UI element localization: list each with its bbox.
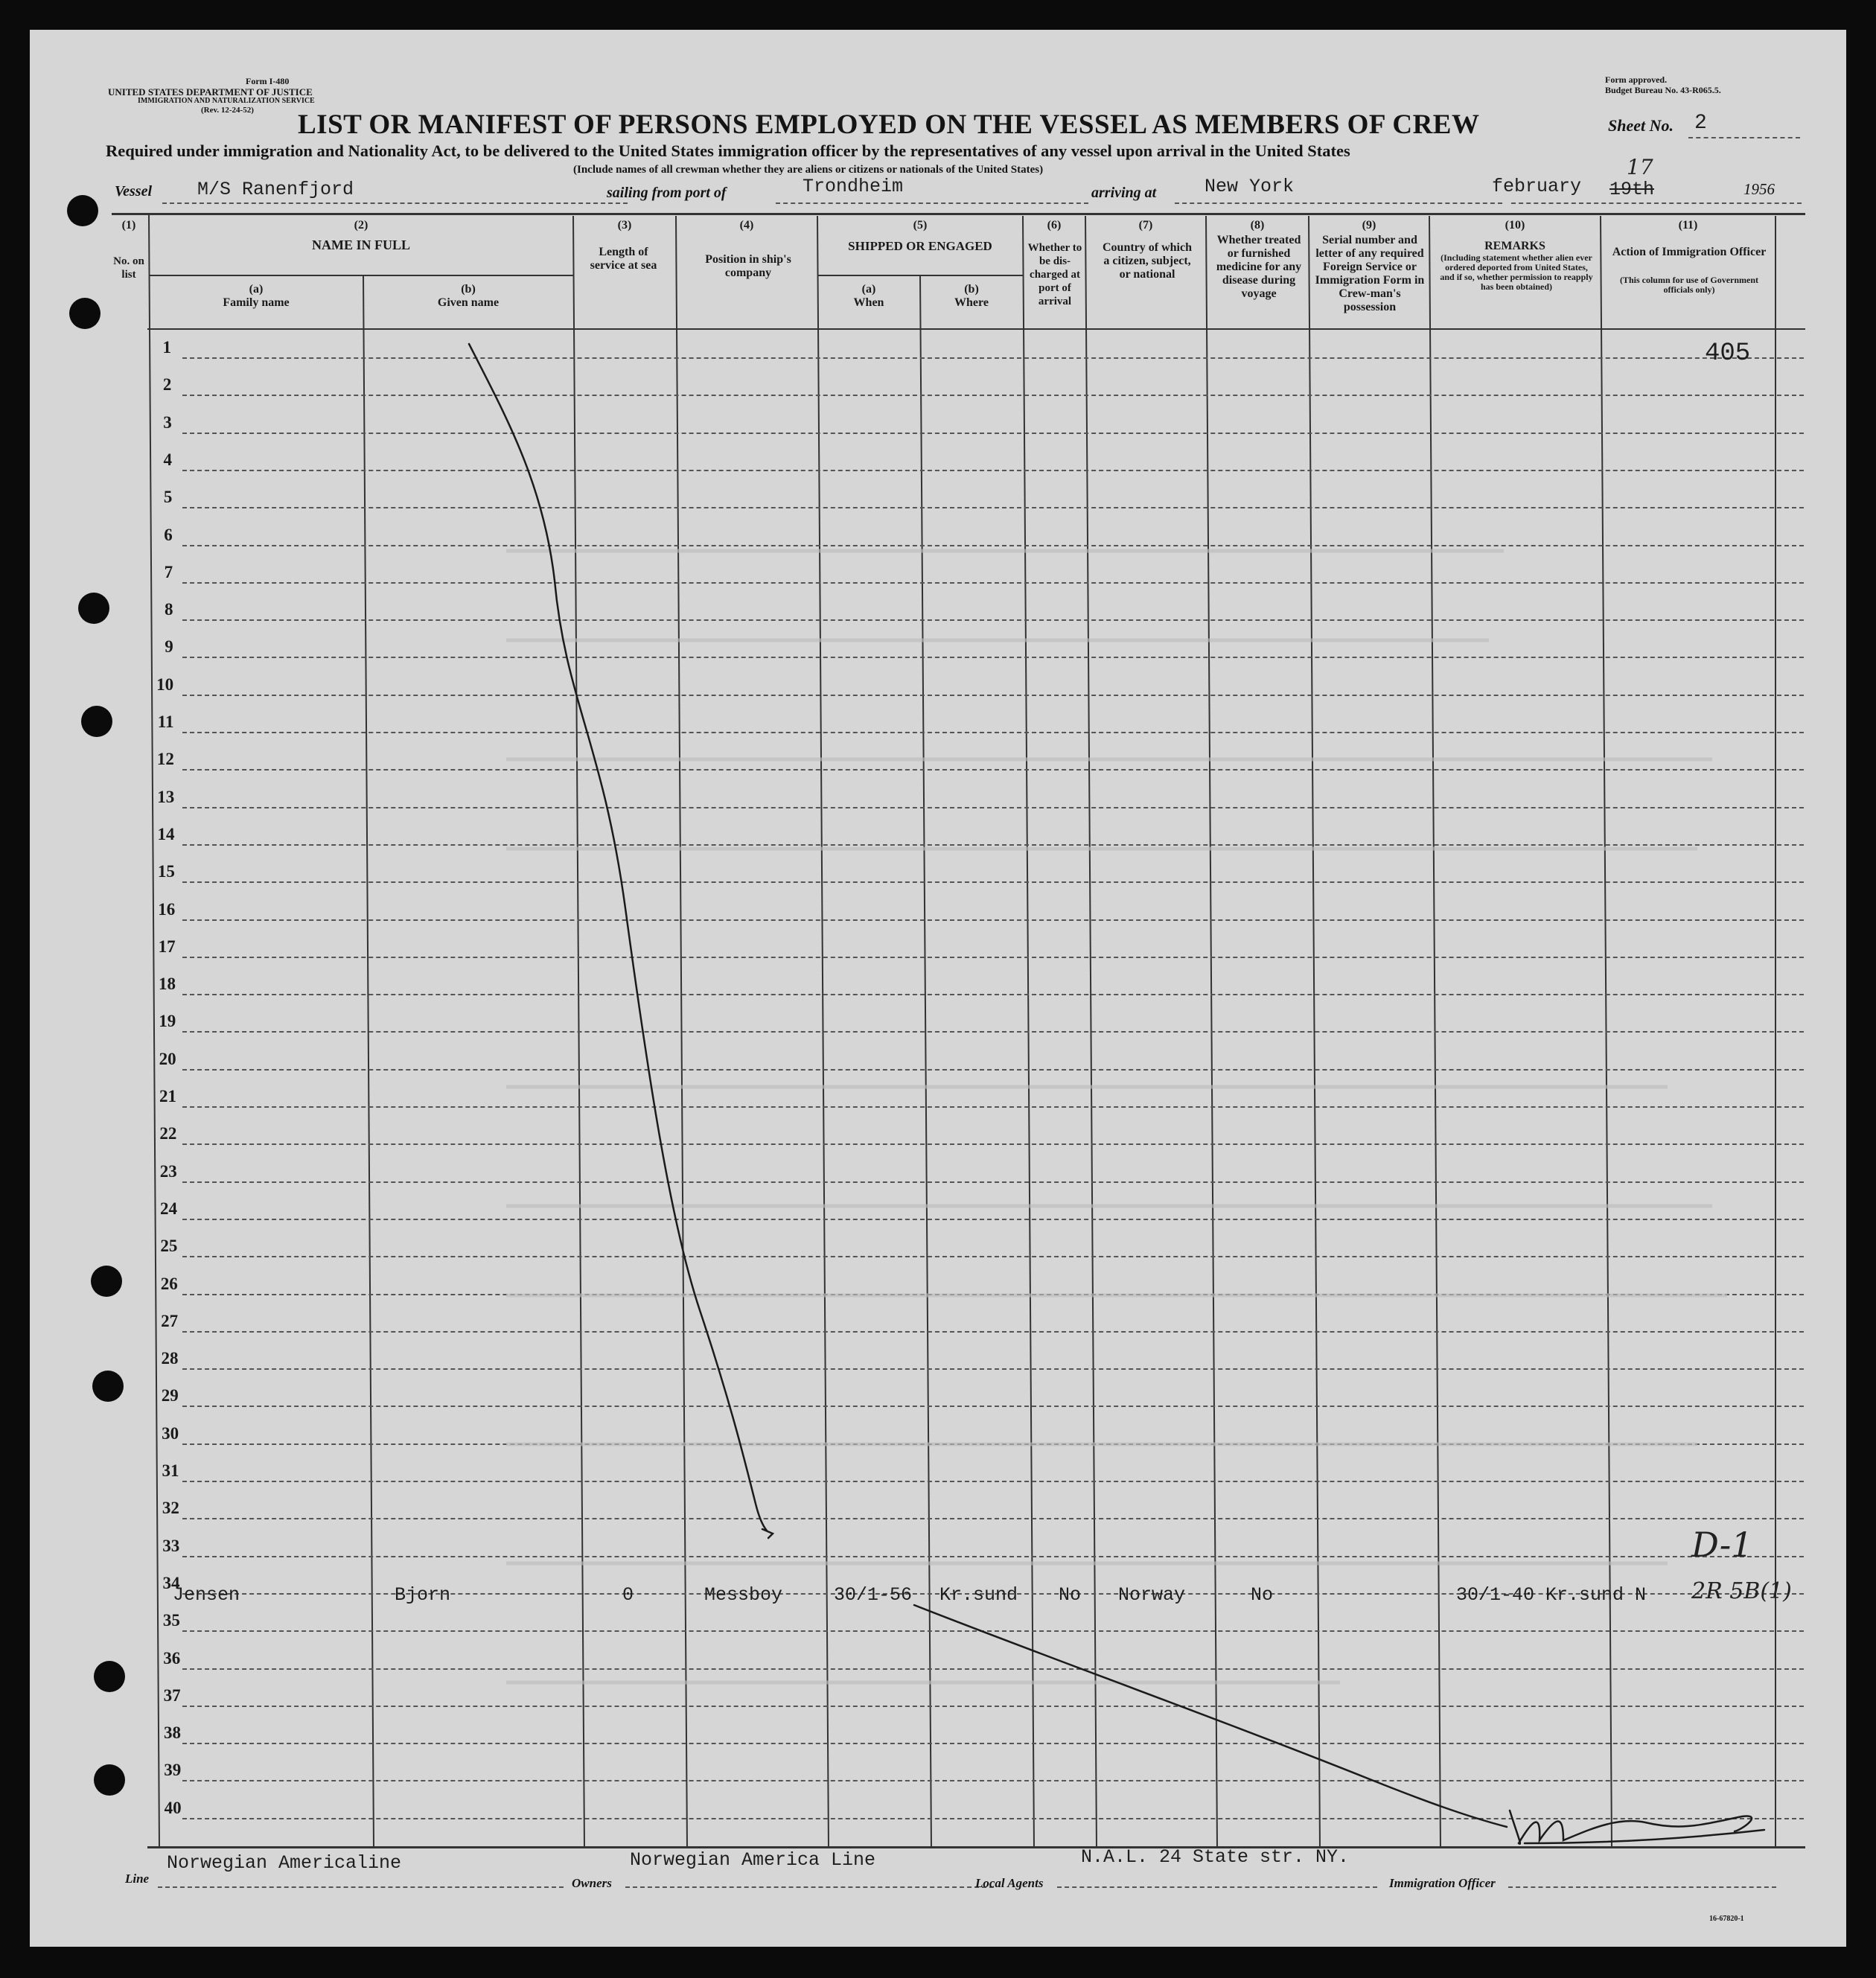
- officer-mark-top: D-1: [1691, 1525, 1753, 1565]
- form-title: LIST OR MANIFEST OF PERSONS EMPLOYED ON THE VESSEL AS MEMBERS OF CREW: [298, 109, 1480, 140]
- row-number: 37: [163, 1685, 181, 1705]
- entry-service-length: 0: [622, 1584, 634, 1606]
- row-number: 27: [161, 1311, 179, 1330]
- row-number: 36: [163, 1648, 181, 1668]
- col2-number: (2): [354, 219, 368, 232]
- row-number: 40: [164, 1798, 182, 1817]
- row-number: 11: [157, 712, 174, 731]
- col10-header: REMARKS: [1484, 240, 1545, 252]
- row-number: 35: [162, 1611, 180, 1630]
- pen-strokes: [30, 30, 1846, 1947]
- row-number: 24: [160, 1199, 178, 1218]
- col2a-header: Family name: [223, 296, 290, 309]
- footer-agents-value: N.A.L. 24 State str. NY.: [1081, 1846, 1350, 1868]
- form-approved: Form approved.: [1605, 74, 1668, 85]
- row-number: 26: [160, 1274, 178, 1293]
- sailing-label: sailing from port of: [607, 185, 727, 201]
- footer-line-label: Line: [125, 1872, 150, 1886]
- entry-family-name: Jensen: [173, 1584, 240, 1606]
- col2b-number: (b): [461, 283, 476, 296]
- col7-header: Country of which a citizen, subject, or national: [1102, 241, 1192, 281]
- entry-given-name: Bjorn: [395, 1584, 451, 1606]
- row-number: 17: [158, 937, 176, 956]
- row-number: 33: [162, 1536, 180, 1555]
- row-number: 1: [162, 338, 171, 357]
- col1-header: No. on list: [113, 255, 144, 281]
- col5-header: SHIPPED OR ENGAGED: [848, 239, 992, 253]
- officer-underline: [1508, 1886, 1776, 1888]
- arriving-label: arriving at: [1091, 185, 1157, 201]
- entry-remarks: 30/1-40 Kr.sund N: [1456, 1584, 1647, 1606]
- footer-officer-label: Immigration Officer: [1389, 1876, 1496, 1890]
- arrival-day-handwritten: 17: [1627, 155, 1653, 179]
- row-number: 3: [163, 412, 172, 432]
- row-number: 15: [157, 862, 175, 881]
- entry-shipped-where: Kr.sund: [939, 1584, 1018, 1606]
- row-number: 10: [156, 674, 174, 694]
- row-number: 28: [161, 1349, 179, 1368]
- arrival-year: 1956: [1743, 180, 1775, 198]
- arrival-day-struck: 19th: [1609, 179, 1655, 200]
- row-number: 9: [165, 637, 173, 657]
- row-number: 30: [162, 1423, 179, 1443]
- row-number: 21: [159, 1087, 176, 1106]
- row-number: 22: [159, 1124, 177, 1143]
- row-number: 25: [160, 1237, 178, 1256]
- col9-number: (9): [1362, 219, 1376, 232]
- col8-header: Whether treated or furnished medicine for any disease during voyage: [1216, 234, 1302, 300]
- footer-owners-value: Norwegian America Line: [630, 1849, 876, 1871]
- row-number: 16: [158, 899, 176, 919]
- col5b-header: Where: [954, 296, 989, 309]
- row-number: 13: [157, 787, 175, 806]
- row-number: 18: [158, 974, 176, 994]
- row-number: 7: [164, 562, 173, 581]
- col4-header: Position in ship's company: [705, 253, 791, 279]
- vessel-label: Vessel: [115, 183, 152, 200]
- row-number: 6: [164, 525, 173, 544]
- form-number: Form I-480: [246, 76, 290, 86]
- row-number: 19: [159, 1012, 176, 1031]
- col4-number: (4): [739, 219, 754, 232]
- entry-country: Norway: [1118, 1584, 1186, 1606]
- arriving-port: New York: [1205, 176, 1295, 197]
- budget-bureau: Budget Bureau No. 43-R065.5.: [1605, 85, 1721, 95]
- revision: (Rev. 12-24-52): [201, 106, 254, 115]
- col11-header: Action of Immigration Officer: [1612, 246, 1767, 258]
- col9-header: Serial number and letter of any required Foreign Service or Immigration Form in Crew-man's possession: [1315, 234, 1425, 313]
- row-number: 5: [163, 488, 173, 507]
- agents-underline: [1057, 1886, 1377, 1888]
- col2b-header: Given name: [437, 296, 500, 309]
- department: UNITED STATES DEPARTMENT OF JUSTICE: [108, 86, 313, 98]
- col11-number: (11): [1678, 219, 1698, 232]
- col3-number: (3): [617, 219, 632, 232]
- col8-number: (8): [1250, 219, 1265, 232]
- footer-agents-label: Local Agents: [975, 1876, 1044, 1890]
- col5b-number: (b): [964, 283, 979, 296]
- row-number: 32: [162, 1499, 179, 1518]
- row-number: 4: [163, 450, 173, 469]
- col6-header: Whether to be dis-charged at port of arrival: [1027, 242, 1082, 307]
- col11-note: (This column for use of Government officials only): [1619, 275, 1759, 295]
- col10-note: (Including statement whether alien ever ordered deported from United States, and if so, whether permission to reapply has been obtained): [1440, 252, 1593, 292]
- col6-number: (6): [1047, 219, 1062, 232]
- footer-line-value: Norwegian Americaline: [167, 1852, 402, 1874]
- footer-owners-label: Owners: [572, 1876, 612, 1890]
- row-number: 31: [162, 1461, 179, 1480]
- col5a-number: (a): [861, 283, 876, 296]
- arrival-month: february: [1492, 176, 1582, 197]
- col1-number: (1): [121, 219, 136, 232]
- row-number: 20: [159, 1049, 176, 1068]
- form-note: (Include names of all crewman whether they are aliens or citizens or nationals of the United States): [573, 164, 1044, 176]
- row-number: 8: [164, 600, 173, 619]
- col3-header: Length of service at sea: [590, 246, 657, 272]
- col5a-header: When: [853, 296, 884, 309]
- vessel-name: M/S Ranenfjord: [197, 179, 354, 200]
- sailing-port: Trondheim: [803, 176, 904, 197]
- sheet-number: 2: [1694, 112, 1707, 135]
- sheet-label: Sheet No.: [1608, 116, 1674, 135]
- col10-number: (10): [1505, 219, 1525, 232]
- footer-code: 16-67820-1: [1709, 1915, 1744, 1923]
- officer-mark: 2R 5B(1): [1691, 1578, 1792, 1604]
- row-number: 34: [162, 1573, 180, 1592]
- col5-number: (5): [913, 219, 928, 232]
- line-underline: [158, 1886, 564, 1888]
- col2a-number: (a): [249, 283, 264, 296]
- entry-discharged: No: [1059, 1584, 1082, 1606]
- row-number: 38: [163, 1723, 181, 1743]
- service: IMMIGRATION AND NATURALIZATION SERVICE: [138, 97, 315, 105]
- entry-medicine: No: [1251, 1584, 1274, 1606]
- row-number: 2: [162, 375, 172, 395]
- entry-position: Messboy: [704, 1584, 783, 1606]
- row-number: 39: [164, 1761, 182, 1780]
- manifest-sheet: [30, 30, 1846, 1947]
- col7-number: (7): [1138, 219, 1153, 232]
- owners-underline: [625, 1886, 994, 1888]
- row-number: 14: [157, 824, 175, 843]
- row-number: 12: [156, 750, 174, 769]
- col2-header: NAME IN FULL: [311, 237, 410, 252]
- form-subtitle: Required under immigration and Nationality Act, to be delivered to the United States immigration officer by the representatives of any vessel upon arrival in the United States: [106, 141, 1350, 160]
- stamp-405: 405: [1705, 339, 1751, 368]
- row-number: 23: [159, 1161, 177, 1181]
- row-number: 29: [161, 1386, 179, 1406]
- entry-shipped-when: 30/1-56: [834, 1584, 913, 1606]
